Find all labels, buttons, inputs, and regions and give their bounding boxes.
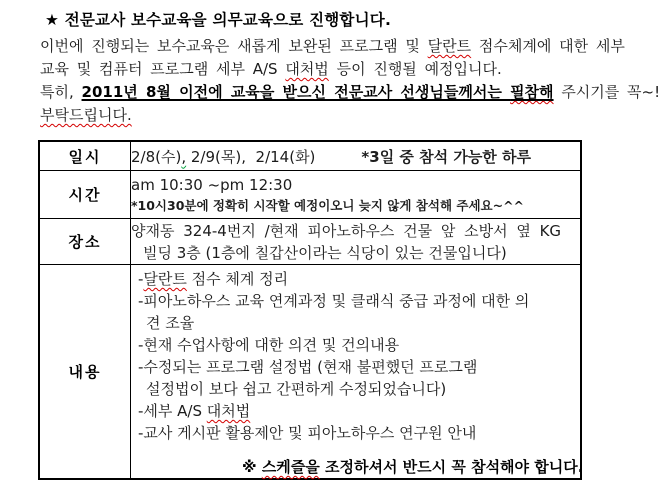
row-label-place: 장소 [39,219,131,265]
row-label-datetime: 일시 [39,141,131,171]
content-item [138,422,578,444]
intro-paragraph [40,35,660,127]
schedule-reminder-note [138,456,584,478]
intro-line-1 [40,35,660,58]
misspelled-word: 달란트 [143,270,187,288]
misspelled-word: 대처법 [206,402,251,420]
text-run: 견 조율 [146,314,195,332]
text-run: 주시기를 꼭~! [553,83,660,101]
misspelled-word: 대처법 [285,60,329,78]
row-label-content: 내용 [39,265,131,480]
text-run: 점수 체계 정리 [186,270,289,288]
text-run: 2011년 8월 이전에 교육을 받으신 전문교사 선생님들께서는 [81,83,511,101]
text-run: ※ [242,458,262,476]
content-item [138,334,578,356]
text-run: 설정법이 보다 쉽고 간편하게 수정되었습니다) [146,380,447,398]
text-run: 점수체계에 대한 세부 [471,37,625,55]
text-run: -현재 수업사항에 대한 의견 및 건의내용 [138,336,400,354]
content-item [138,290,578,312]
intro-line-2 [40,58,660,81]
table-row-datetime [39,141,581,171]
content-item-list [131,265,584,478]
text-run: -피아노하우스 교육 연계과정 및 클래식 중급 과정에 대한 의 [138,292,530,310]
date-note: *3일 중 참석 가능한 하루 [361,147,532,166]
text-run: - [138,270,144,288]
text-run: -교사 게시판 활용제안 및 피아노하우스 연구원 안내 [138,424,477,442]
time-note: *10시30분에 정확히 시작할 예정이오니 늦지 않게 참석해 주세요~^^ [131,197,525,213]
row-value-place [131,219,582,265]
content-item [138,356,578,378]
row-label-time: 시간 [39,171,131,219]
address-line-2: 빌딩 3층 (1층에 칠갑산이라는 식당이 있는 건물입니다) [143,243,507,262]
schedule-table [38,140,582,480]
table-row-content [39,265,581,480]
intro-line-4 [40,104,660,127]
row-value-content [131,265,582,480]
row-value-time [131,171,582,219]
table-row-time [39,171,581,219]
text-run: 2/9(목), 2/14(화) [186,147,316,166]
text-run: -세부 A/S [138,402,207,420]
text-run: 이번에 진행되는 보수교육은 새롭게 보완된 프로그램 및 [40,37,428,55]
row-value-datetime [131,141,582,171]
table-row-place [39,219,581,265]
emphasized-underlined-text [82,83,554,101]
time-range: am 10:30 ~pm 12:30 [131,175,293,194]
misspelled-word: 필참해 [510,83,554,101]
text-run: -수정되는 프로그램 설정법 (현재 불편했던 프로그램 [138,358,478,376]
grammar-flagged-text: , [181,147,187,166]
date-options [131,146,315,167]
content-item [138,400,578,422]
document-title: ★ 전문교사 보수교육을 의무교육으로 진행합니다. [45,11,392,29]
blank-line [138,444,578,456]
content-item [138,312,578,334]
text-run: 조정하셔서 반드시 꼭 참석해야 합니다. [319,458,584,476]
text-run: 등이 진행될 예정입니다. [328,60,502,78]
address-line-1: 양재동 324-4번지 /현재 피아노하우스 건물 앞 소방서 옆 KG [131,221,562,240]
misspelled-word: 부탁드립니다. [40,106,132,124]
intro-line-3 [40,81,660,104]
misspelled-word: 달란트 [427,37,472,55]
content-item [138,268,578,290]
content-item [138,378,578,400]
text-run: 특히, [40,83,82,101]
text-run: 교육 및 컴퓨터 프로그램 세부 A/S [40,60,286,78]
misspelled-word: 스케즐을 [261,458,320,476]
text-run: 2/8(수) [131,147,182,166]
